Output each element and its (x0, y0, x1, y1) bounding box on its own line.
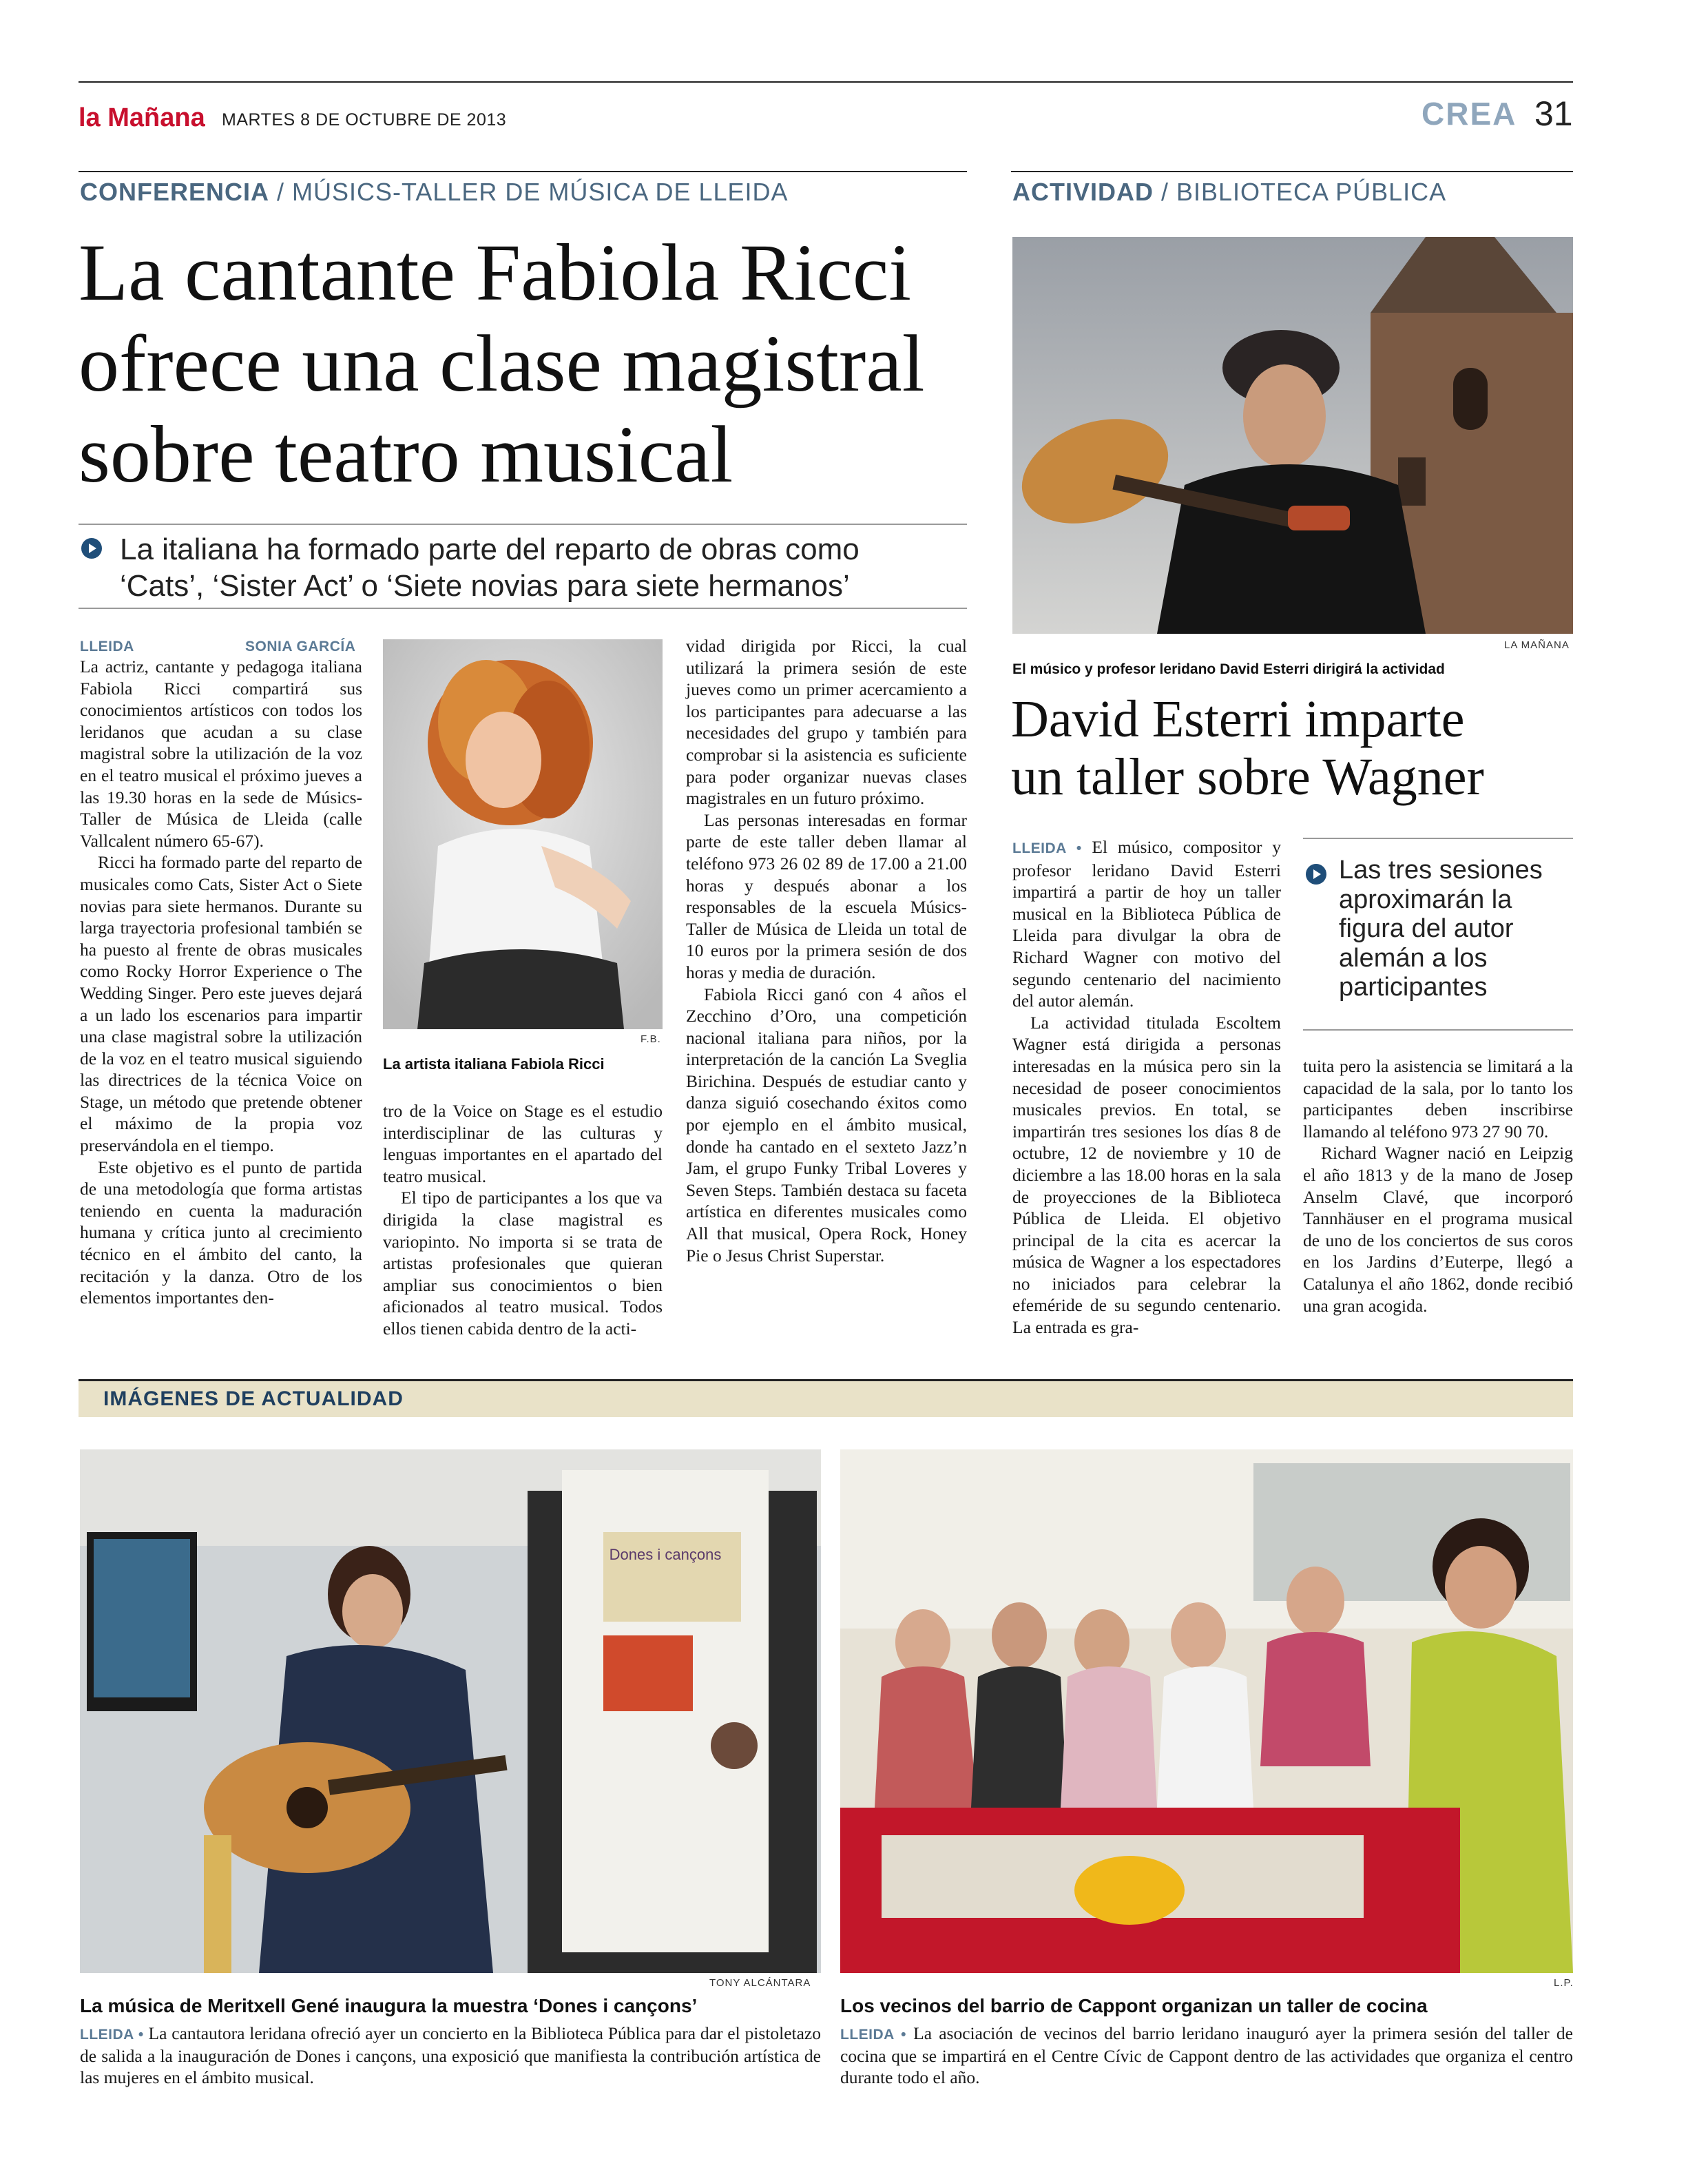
poster-title: Dones i cançons (609, 1546, 722, 1563)
article2-deck (1339, 856, 1573, 1002)
article1-paragraph: Las personas interesadas en formar parte de este taller deben llamar al teléfono 973 26 02 89 de 17.00 a 21.00 horas y después abonar a los responsables de la escuela Músics-Taller de Música de Lleida un total de 10 euros por la primera sesión de dos horas y media de duración. (686, 809, 967, 982)
fabiola-ricci-photo (383, 639, 663, 1029)
cappont-cooking-photo-image (840, 1449, 1573, 1973)
esterri-photo-credit: LA MAÑANA (1504, 639, 1570, 651)
fabiola-ricci-photo-image (383, 639, 663, 1029)
article2-location: LLEIDA (1012, 840, 1067, 856)
meritxell-caption-title: La música de Meritxell Gené inaugura la muestra ‘Dones i cançons’ (80, 1995, 698, 2016)
article2-deck-line: Las tres sesiones (1339, 856, 1543, 885)
cappont-cooking-photo (840, 1449, 1573, 1973)
article2-paragraph: tuita pero la asistencia se limitará a la capacidad de la sala, por lo tanto los participantes deben inscribirse llamando al teléfono 973 27 90 70. (1303, 1056, 1573, 1141)
article1-kicker-subject: / MÚSICS-TALLER DE MÚSICA DE LLEIDA (269, 178, 789, 206)
article1-paragraph: vidad dirigida por Ricci, la cual utilizará la primera sesión de este jueves como un primer acercamiento a los participantes para adecuarse a las necesidades del grupo y también para comprobar si la asistencia es suficiente para poder organizar nuevas clases magistrales en un futuro próximo. (686, 636, 967, 809)
meritxell-caption-location: LLEIDA (80, 2027, 134, 2043)
article2-paragraph: La actividad titulada Escoltem Wagner está dirigida a personas interesadas en la música pero sin la necesidad de poseer conocimientos musicales previos. En total, se impartirán tres sesiones los días 8 de octubre, 12 de noviembre y 10 de diciembre a las 18.00 horas en la sala de proyecciones de la Biblioteca Pública de Lleida. El objetivo principal de la cita es acercar la música de Wagner a los espectadores no iniciados para celebrar la efeméride de su segundo centenario. La entrada es gra- (1012, 1012, 1281, 1338)
article1-deck (120, 532, 967, 605)
meritxell-photo-credit: TONY ALCÁNTARA (709, 1977, 811, 1989)
article1-column-1 (80, 656, 362, 1309)
cappont-caption-text (840, 2023, 1573, 2088)
meritxell-gene-photo (80, 1449, 821, 1973)
meritxell-caption-body: La cantautora leridana ofreció ayer un concierto en la Biblioteca Pública para dar el pistoletazo de salida a la inauguración de Dones i cançons, una exposició que manifiesta la contribución artística de las mujeres en el ámbito musical. (80, 2023, 821, 2087)
cappont-photo-credit: L.P. (1554, 1977, 1574, 1989)
cappont-caption-title: Los vecinos del barrio de Cappont organizan un taller de cocina (840, 1995, 1428, 2016)
article2-headline (1011, 691, 1576, 806)
section-name: CREA (1421, 96, 1517, 132)
article2-headline-line: David Esterri imparte (1011, 690, 1465, 748)
article1-column-2 (383, 1100, 663, 1340)
david-esterri-photo (1012, 237, 1573, 634)
dateline-bullet-icon: • (894, 2027, 914, 2043)
article2-paragraph: Richard Wagner nació en Leipzig el año 1813 y de la mano de Josep Anselm Clavé, que incorporó Tannhäuser en el programa musical de uno de los conciertos de sus coros en los Jardins d’Euterpe, llegó a Catalunya el año 1862, donde recibió una gran acogida. (1303, 1143, 1573, 1316)
fabiola-photo-credit: F.B. (640, 1033, 661, 1045)
article2-column-2 (1303, 1055, 1573, 1316)
cappont-caption-location: LLEIDA (840, 2027, 895, 2043)
play-arrow-icon (81, 538, 102, 559)
play-arrow-icon (1306, 864, 1326, 885)
page-number: 31 (1534, 94, 1573, 133)
issue-date: MARTES 8 DE OCTUBRE DE 2013 (222, 110, 507, 130)
article1-paragraph: La actriz, cantante y pedagoga italiana Fabiola Ricci compartirá sus conocimientos artísticos con todos los leridanos que acudan a su clase magistral sobre la utilización de la voz en el teatro musical el próximo jueves a las 19.30 horas en la sede de Músics-Taller de Música de Lleida (calle Vallcalent número 65-67). (80, 657, 362, 851)
article2-kicker-category: ACTIVIDAD (1012, 178, 1154, 206)
article2-kicker-subject: / BIBLIOTECA PÚBLICA (1154, 178, 1447, 206)
article1-headline-line: ofrece una clase magistral (79, 318, 925, 409)
dateline-bullet-icon: • (134, 2027, 149, 2043)
fabiola-photo-caption: La artista italiana Fabiola Ricci (383, 1055, 605, 1073)
article1-paragraph: Ricci ha formado parte del reparto de musicales como Cats, Sister Act o Siete novias para siete hermanos. Durante su larga trayectoria profesional también se ha puesto al frente de obras musicales como Rocky Horror Experience o The Wedding Singer. Pero este jueves dejará a un lado los escenarios para impartir una clase magistral sobre la utilización de la voz en el teatro musical siguiendo las directrices de la técnica Voice on Stage, un método que pretende obtener el máximo de la propia voz preservándola en el tiempo. (80, 852, 362, 1156)
article2-deck-line: figura del autor (1339, 914, 1514, 944)
article1-kicker-category: CONFERENCIA (80, 178, 270, 206)
article1-author: SONIA GARCÍA (245, 639, 356, 654)
article1-deck-line: ‘Cats’, ‘Sister Act’ o ‘Siete novias para siete hermanos’ (120, 568, 850, 603)
article1-paragraph: Fabiola Ricci ganó con 4 años el Zecchino d’Oro, una competición nacional italiana para niños, por la interpretación de la canción La Sveglia Birichina. Después de estudiar canto y danza siguió cosechando éxitos como por ejemplo en el ámbito musical, donde ha cantado en el sexteto Jazz’n Jam, el grupo Funky Tribal Loveres y Seven Steps. También destaca su faceta artística en diferentes musicales como All that musical, Opera Rock, Honey Pie o Jesus Christ Superstar. (686, 984, 967, 1265)
article2-deck-line: participantes (1339, 973, 1488, 1002)
images-section-title: IMÁGENES DE ACTUALIDAD (103, 1387, 404, 1410)
article2-column-1 (1012, 836, 1281, 1339)
cappont-caption-body: La asociación de vecinos del barrio leridano inauguró ayer la primera sesión del taller de cocina que se impartirá en el Centre Cívic de Cappont dentro de las actividades que organiza el centro durante todo el año. (840, 2023, 1573, 2087)
esterri-photo-caption: El músico y profesor leridano David Esterri dirigirá la actividad (1012, 661, 1445, 677)
meritxell-caption-text (80, 2023, 821, 2088)
article1-paragraph: tro de la Voice on Stage es el estudio interdisciplinar de las culturas y lenguas importantes en el apartado del teatro musical. (383, 1101, 663, 1186)
article2-kicker (1012, 178, 1446, 207)
article1-column-3 (686, 635, 967, 1266)
article1-paragraph: Este objetivo es el punto de partida de una metodología que forma artistas teniendo en cuenta la maduración humana y crítica junto al crecimiento técnico en el ámbito del canto, la recitación y la danza. Otro de los elementos importantes den- (80, 1157, 362, 1308)
article1-headline-line: sobre teatro musical (79, 409, 733, 500)
article1-headline-line: La cantante Fabiola Ricci (79, 227, 911, 318)
david-esterri-photo-image (1012, 237, 1573, 634)
article1-kicker (80, 178, 789, 207)
article2-headline-line: un taller sobre Wagner (1011, 747, 1484, 806)
article2-deck-line: aproximarán la (1339, 885, 1512, 914)
article2-lead-text: El músico, compositor y profesor leridano David Esterri impartirá a partir de hoy un taller musical en la Biblioteca Pública de Lleida para divulgar la obra de Richard Wagner con motivo del segundo centenario del nacimiento del autor alemán. (1012, 837, 1281, 1011)
article1-headline (79, 227, 974, 500)
meritxell-gene-photo-image (80, 1449, 821, 1973)
article1-paragraph: El tipo de participantes a los que va dirigida la clase magistral es variopinto. No importa si se trata de artistas profesionales que quieran ampliar sus conocimientos o bien aficionados al teatro musical. Todos ellos tienen cabida dentro de la acti- (383, 1188, 663, 1339)
newspaper-brand: la Mañana (79, 103, 205, 132)
article2-deck-line: alemán a los (1339, 943, 1488, 973)
dateline-bullet-icon: • (1066, 840, 1092, 856)
article1-deck-line: La italiana ha formado parte del reparto de obras como (120, 533, 860, 566)
article1-location: LLEIDA (80, 639, 134, 654)
article2-paragraph (1012, 836, 1281, 1012)
